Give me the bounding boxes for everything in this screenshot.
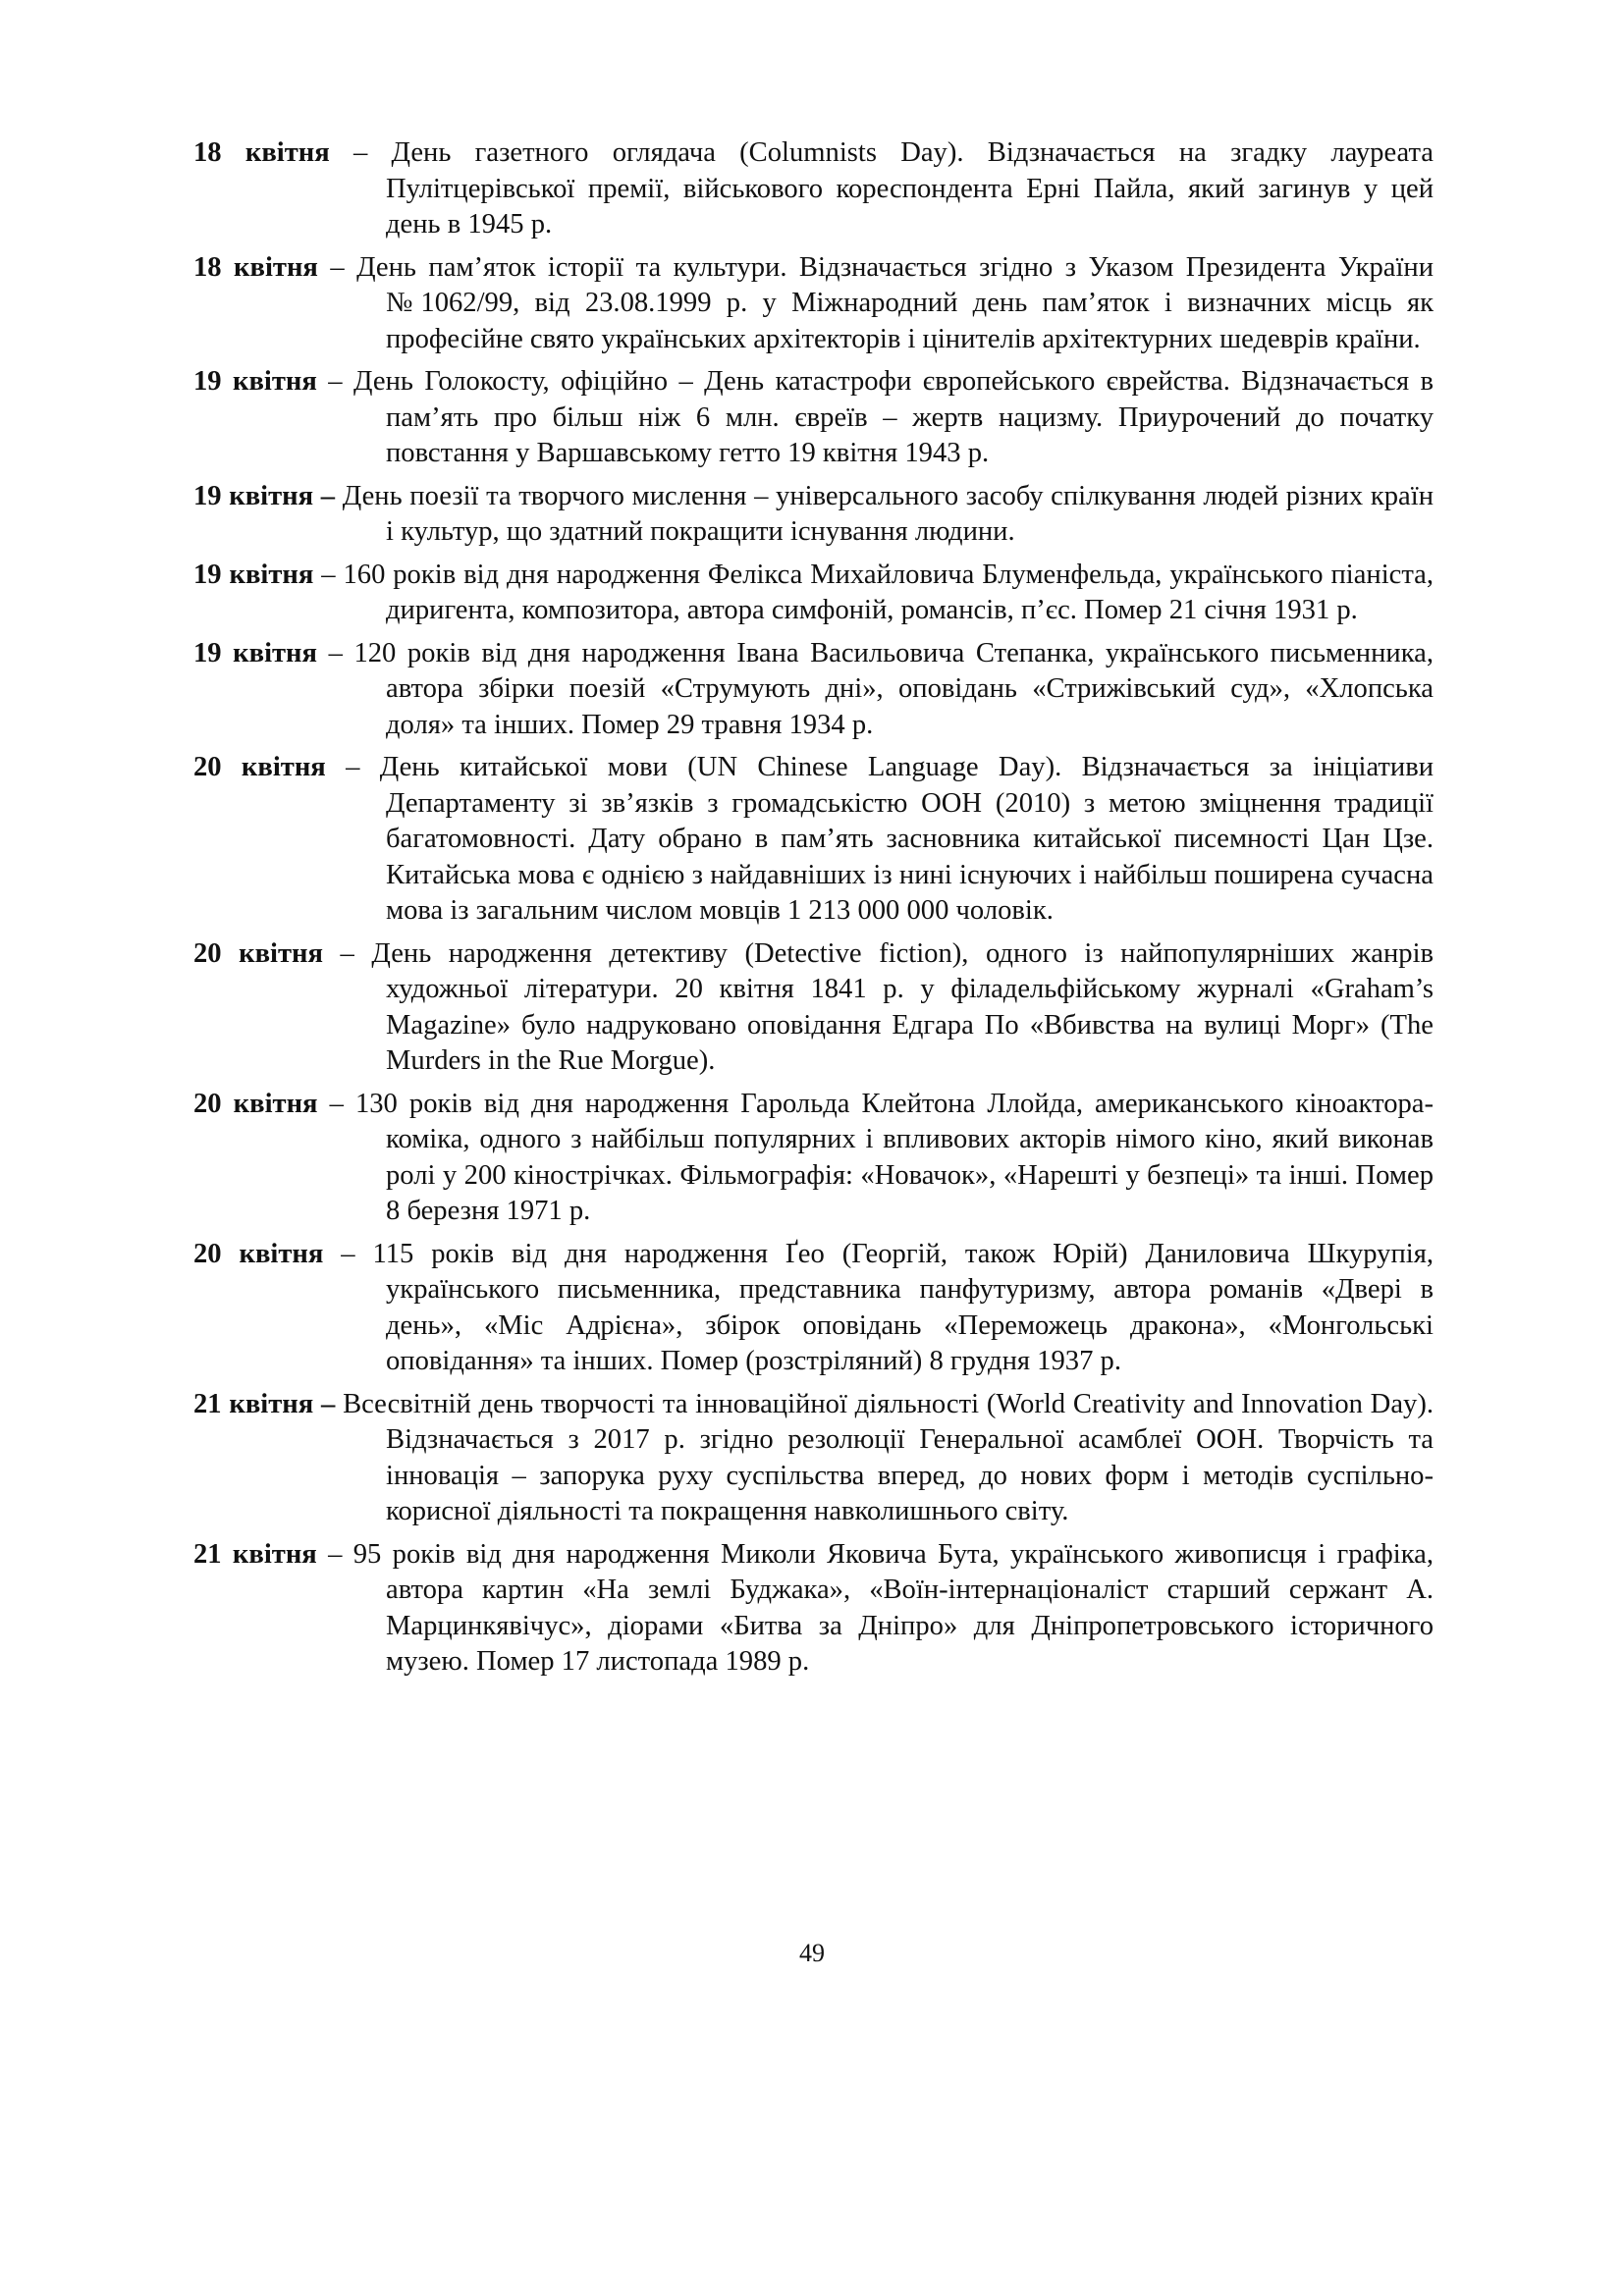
entry-text: День китайської мови (UN Chinese Language Day). Відзначається за ініціативи Департаменту зі зв’язків з громадськістю ООН (2010) з метою зміцнення традиції багатомовності. Дату обрано в пам’ять засновника китайської писемності Цан Цзе. Китайська мова є однією з найдавніших із нині існуючих і найбільш поширена сучасна мова із загальним числом мовців 1 213 000 000 чоловік. bbox=[379, 752, 1434, 926]
entry-date: 21 квітня bbox=[193, 1538, 317, 1570]
entry-text: День поезії та творчого мислення – універсального засобу спілкування людей різних країн і культур, що здатний покращити існування людини. bbox=[342, 480, 1434, 547]
entry-date: 18 квітня bbox=[193, 137, 330, 168]
calendar-entry bbox=[193, 636, 1434, 744]
calendar-entry bbox=[193, 558, 1434, 629]
entry-text: День газетного оглядача (Columnists Day). Відзначається на згадку лауреата Пулітцерівської премії, військового кореспондента Ерні Пайла, який загинув у цей день в 1945 р. bbox=[386, 137, 1434, 240]
entry-dash: – bbox=[317, 637, 354, 668]
entry-text: День пам’яток історії та культури. Відзначається згідно з Указом Президента України №1062/99, від 23.08.1999 р. у Міжнародний день пам’яток і визначних місць як професійне свято українських архітекторів і цінителів архітектурних шедеврів країни. bbox=[356, 251, 1435, 354]
calendar-entry bbox=[193, 936, 1434, 1080]
entry-text: 115 років від дня народження Ґео (Георгій, також Юрій) Даниловича Шкурупія, українського письменника, представника панфутуризму, автора романів «Двері в день», «Міс Адрієна», збірок оповідань «Переможець дракона», «Монгольські оповідання» та інших. Помер (розстріляний) 8 грудня 1937 р. bbox=[372, 1238, 1435, 1376]
entry-date: 19 квітня bbox=[193, 559, 314, 590]
entry-dash: – bbox=[316, 366, 354, 397]
entry-dash bbox=[335, 1389, 343, 1419]
calendar-entry bbox=[193, 364, 1434, 472]
entry-date: 20 квітня bbox=[193, 752, 326, 782]
entry-date: 19 квітня bbox=[193, 637, 318, 668]
entry-dash: – bbox=[325, 752, 380, 782]
calendar-entry bbox=[193, 479, 1434, 551]
entry-date: 20 квітня bbox=[193, 1238, 324, 1269]
calendar-entry bbox=[193, 1537, 1434, 1681]
calendar-entry bbox=[193, 750, 1434, 930]
entry-date: 21 квітня – bbox=[193, 1388, 336, 1419]
calendar-entry bbox=[193, 1237, 1434, 1380]
entry-dash: – bbox=[322, 937, 372, 969]
entry-text: 120 років від дня народження Івана Васильовича Степанка, українського письменника, автора збірки поезій «Струмують дні», оповідань «Стрижівський суд», «Хлопська доля» та інших. Помер 29 травня 1934 р. bbox=[353, 637, 1435, 740]
entry-dash bbox=[335, 481, 343, 511]
entry-text: День народження детективу (Detective fiction), одного із найпопулярніших жанрів художньої літератури. 20 квітня 1841 р. у філадельфійському журналі «Graham’s Magazine» було надруковано оповідання Едгара По «Вбивства на вулиці Морг» (The Murders in the Rue Morgue). bbox=[371, 937, 1435, 1076]
entry-date: 19 квітня bbox=[193, 366, 317, 397]
entry-dash: – bbox=[316, 1538, 353, 1570]
entry-date: 18 квітня bbox=[193, 251, 318, 283]
entry-date: 20 квітня bbox=[193, 937, 323, 969]
calendar-entry bbox=[193, 1387, 1434, 1530]
entry-text: Всесвітній день творчості та інноваційної діяльності (World Creativity and Innovation Day). Відзначається з 2017 р. згідно резолюції Генеральної асамблеї ООН. Творчість та інновація – запорука руху суспільства вперед, до нових форм і методів суспільно-корисної діяльності та покращення навколишнього світу. bbox=[343, 1388, 1434, 1526]
entry-dash: – bbox=[323, 1238, 373, 1269]
document-body bbox=[193, 135, 1434, 1687]
entry-text: 95 років від дня народження Миколи Яковича Бута, українського живописця і графіка, автора картин «На землі Буджака», «Воїн-інтернаціоналіст старший сержант А. Марцинкявічус», діорами «Битва за Дніпро» для Дніпропетровського історичного музею. Помер 17 листопада 1989 р. bbox=[352, 1538, 1435, 1677]
entry-text: День Голокосту, офіційно – День катастрофи європейського єврейства. Відзначається в пам’ять про більш ніж 6 млн. євреїв – жертв нацизму. Приурочений до початку повстання у Варшавському гетто 19 квітня 1943 р. bbox=[353, 366, 1435, 468]
calendar-entry bbox=[193, 1087, 1434, 1230]
entry-dash: – bbox=[329, 137, 392, 168]
entry-text: 130 років від дня народження Гарольда Клейтона Ллойда, американського кіноактора-коміка, одного з найбільш популярних і впливових акторів німого кіно, який виконав ролі у 200 кінострічках. Фільмографія: «Новачок», «Нарешті у безпеці» та інші. Помер 8 березня 1971 р. bbox=[354, 1088, 1434, 1226]
entry-date: 19 квітня – bbox=[193, 480, 336, 511]
entry-dash: – bbox=[317, 251, 357, 283]
calendar-entry bbox=[193, 250, 1434, 358]
entry-dash: – bbox=[317, 1088, 355, 1119]
entry-text: 160 років від дня народження Фелікса Михайловича Блуменфельда, українського піаніста, диригента, композитора, автора симфоній, романсів, п’єс. Помер 21 січня 1931 р. bbox=[343, 559, 1435, 625]
entry-date: 20 квітня bbox=[193, 1088, 318, 1119]
entry-dash: – bbox=[313, 559, 344, 590]
page-number: 49 bbox=[799, 1939, 825, 1967]
calendar-entry bbox=[193, 135, 1434, 243]
